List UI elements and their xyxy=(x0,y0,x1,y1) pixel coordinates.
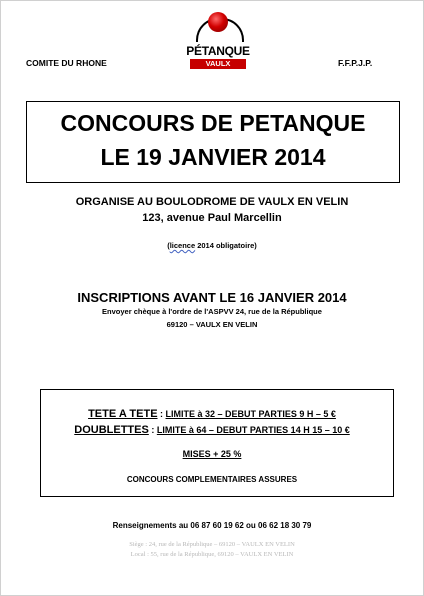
siege-line: Siège : 24, rue de la République – 69120 – VAULX EN VELIN xyxy=(129,541,295,548)
doublettes-details: LIMITE à 64 – DEBUT PARTIES 14 H 15 – 10 € xyxy=(156,425,350,435)
petanque-club-logo xyxy=(186,10,250,78)
logo-subtitle: VAULX VILLAGE xyxy=(190,59,246,69)
tete-a-tete-sep: : xyxy=(157,409,166,419)
boule-icon xyxy=(208,12,228,32)
licence-note xyxy=(0,241,424,250)
doublettes-row xyxy=(0,424,424,436)
header-left: COMITE DU RHONE xyxy=(26,58,107,68)
tete-a-tete-label: TETE A TETE xyxy=(88,408,158,420)
registration-line-2: 69120 – VAULX EN VELIN xyxy=(166,320,258,329)
licence-word: licence xyxy=(169,241,196,250)
logo-title: PÉTANQUE xyxy=(186,44,250,58)
mises-text: MISES + 25 % xyxy=(182,449,242,459)
venue-line-1: ORGANISE AU BOULODROME DE VAULX EN VELIN xyxy=(75,196,349,208)
header-right: F.F.P.J.P. xyxy=(338,58,373,68)
title-box xyxy=(26,101,400,183)
doublettes-label: DOUBLETTES xyxy=(74,424,149,436)
title-line-1: CONCOURS DE PETANQUE xyxy=(60,110,366,136)
registration-heading: INSCRIPTIONS AVANT LE 16 JANVIER 2014 xyxy=(77,290,347,305)
tete-a-tete-details: LIMITE à 32 – DEBUT PARTIES 9 H – 5 € xyxy=(165,409,336,419)
licence-open: ( xyxy=(167,241,170,250)
complementaires-line: CONCOURS COMPLEMENTAIRES ASSURES xyxy=(126,475,298,484)
contact-line: Renseignements au 06 87 60 19 62 ou 06 62 18 30 79 xyxy=(112,521,312,530)
venue-line-2: 123, avenue Paul Marcellin xyxy=(142,212,282,224)
licence-rest: 2014 obligatoire) xyxy=(195,241,257,250)
tete-a-tete-row xyxy=(0,408,424,420)
mises-line xyxy=(0,449,424,459)
doublettes-sep: : xyxy=(148,425,157,435)
title-line-2: LE 19 JANVIER 2014 xyxy=(100,144,326,170)
registration-line-1: Envoyer chèque à l'ordre de l'ASPVV 24, rue de la République xyxy=(102,307,322,316)
local-line: Local : 55, rue de la République, 69120 – VAULX EN VELIN xyxy=(130,551,294,558)
